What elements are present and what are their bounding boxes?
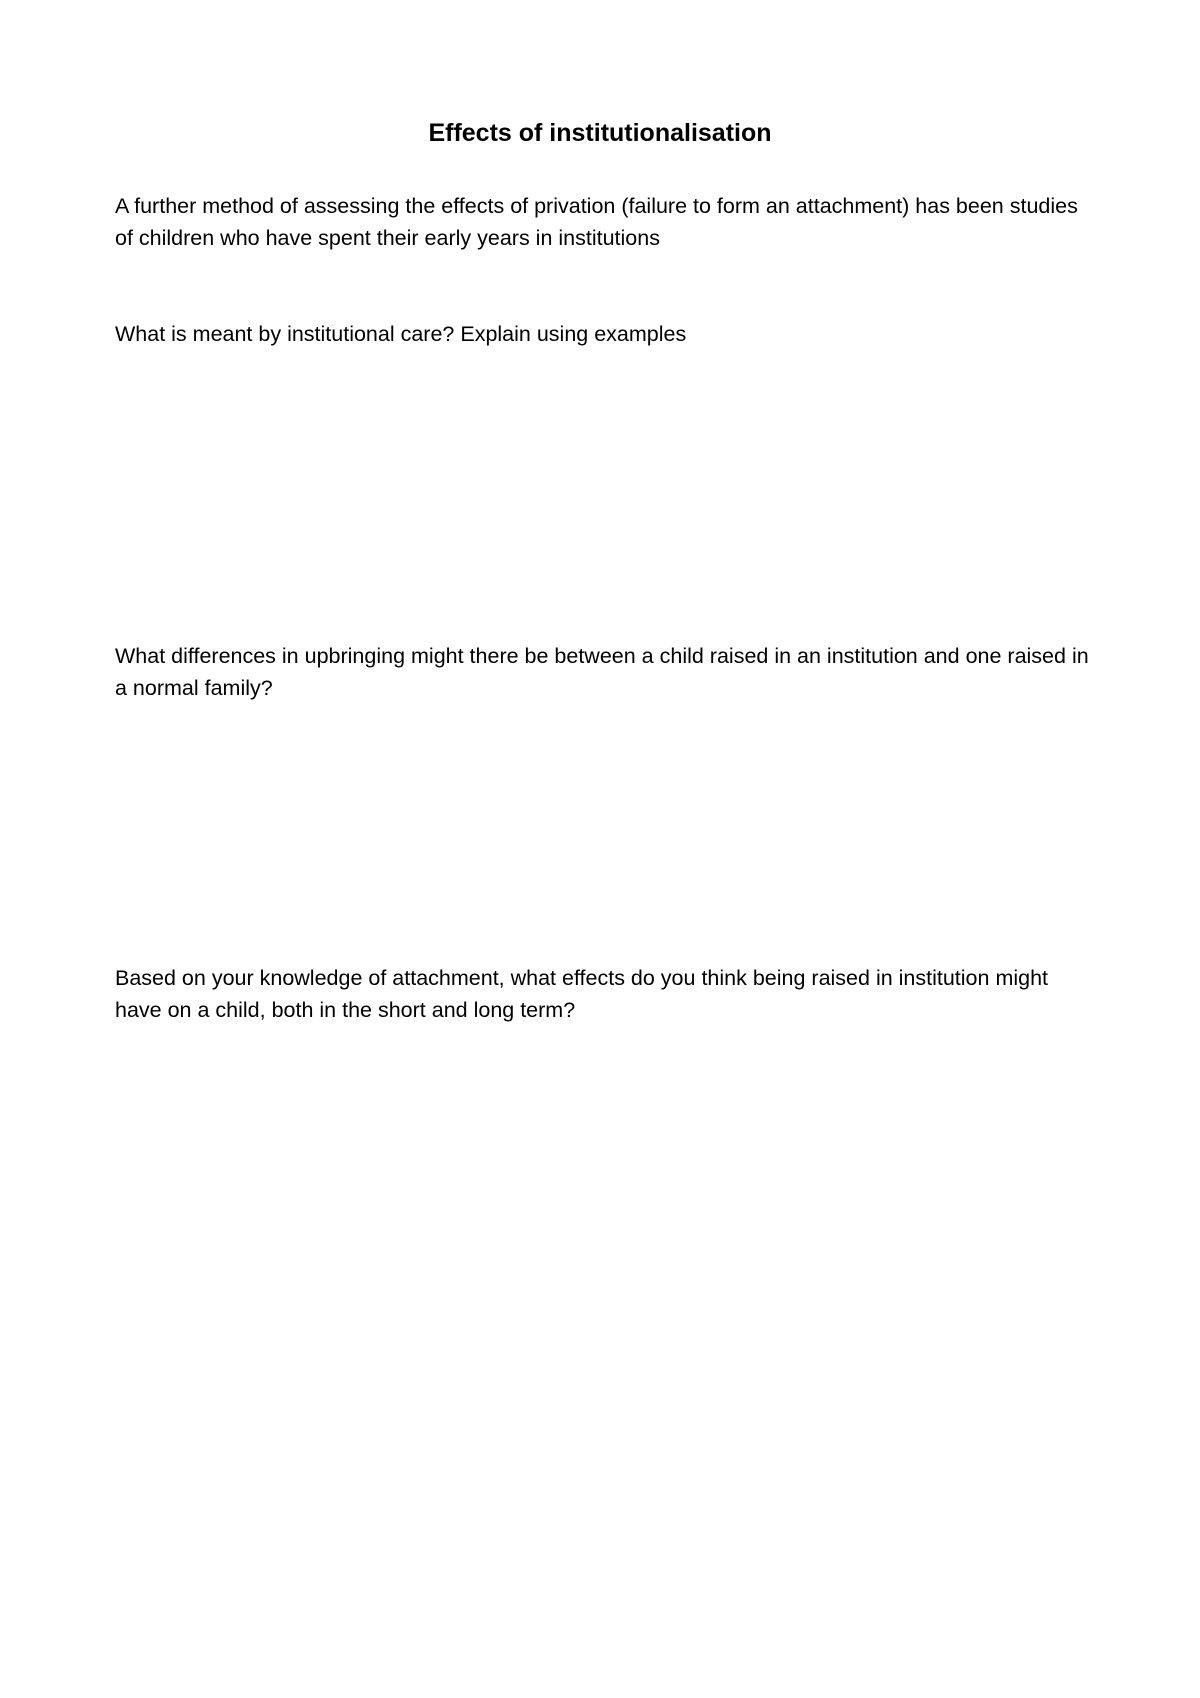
intro-paragraph: A further method of assessing the effects of privation (failure to form an attachment) has been studies of children who have spent their early years in institutions <box>115 194 1078 250</box>
page-title: Effects of institutionalisation <box>428 119 772 147</box>
question-3: Based on your knowledge of attachment, what effects do you think being raised in institution might have on a child, both in the short and long term? <box>115 966 1049 1022</box>
question-1: What is meant by institutional care? Explain using examples <box>115 322 687 346</box>
question-2: What differences in upbringing might there be between a child raised in an institution and one raised in a normal family? <box>115 644 1089 700</box>
